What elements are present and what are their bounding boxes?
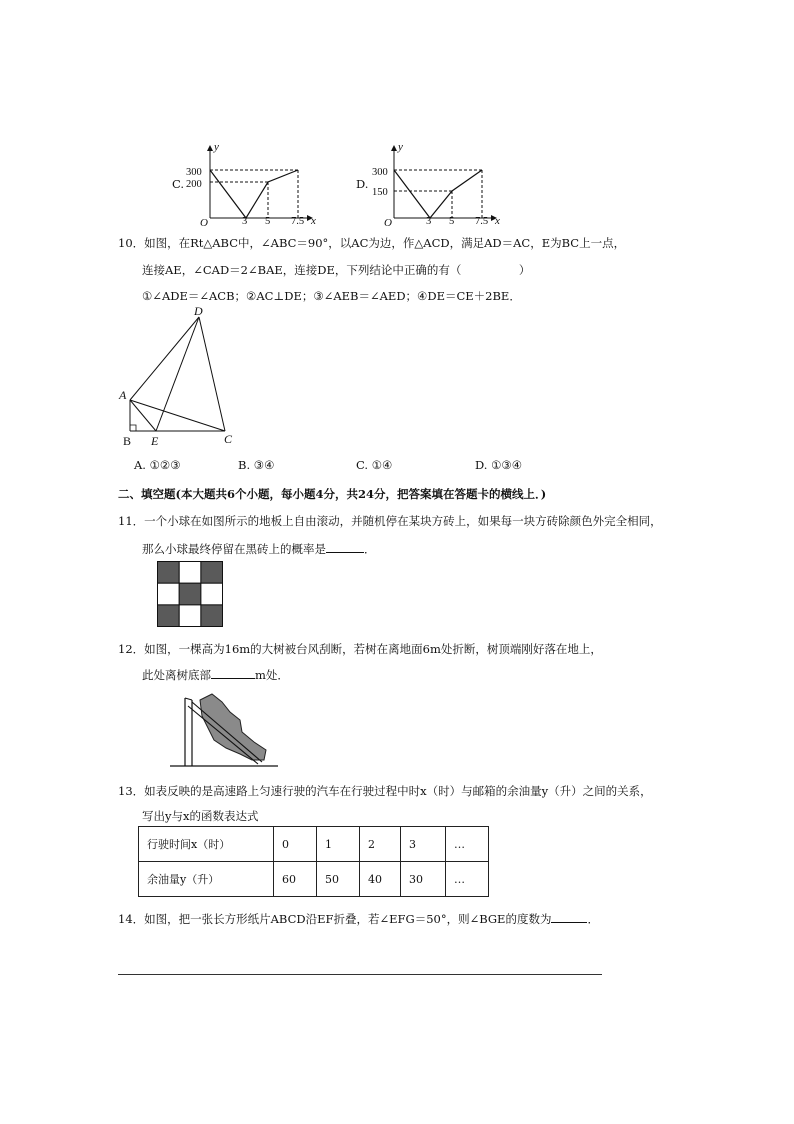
x-tick-3: 3	[242, 216, 248, 227]
table-cell: 2	[360, 827, 401, 862]
table-cell: 30	[401, 862, 446, 897]
option-c-label: C.	[172, 177, 185, 191]
option-d-label: D.	[356, 177, 369, 191]
x-axis-label: x	[495, 215, 500, 227]
table-cell: 0	[274, 827, 317, 862]
footer-divider	[118, 974, 602, 975]
q12-broken-tree-figure	[170, 690, 280, 768]
x-tick-7-5: 7.5	[475, 216, 489, 227]
table-cell: …	[446, 862, 489, 897]
q12-answer-blank	[211, 666, 255, 679]
q10-line3: ①∠ADE＝∠ACB；②AC⊥DE；③∠AEB＝∠AED；④DE＝CE＋2BE．	[142, 289, 521, 303]
q13-line2: 写出y与x的函数表达式	[142, 809, 259, 823]
y-tick-150: 150	[372, 187, 388, 198]
table-row	[139, 827, 489, 862]
q11-tile-grid	[157, 561, 223, 627]
table-cell: 40	[360, 862, 401, 897]
table-cell: 50	[317, 862, 360, 897]
q10-choice-a: A. ①②③	[134, 458, 181, 472]
x-tick-7-5: 7.5	[291, 216, 305, 227]
origin-label: O	[200, 217, 208, 228]
point-e-label: E	[151, 434, 159, 448]
q10-triangle-figure	[112, 305, 252, 450]
origin-label: O	[384, 217, 392, 228]
q11-answer-blank	[326, 540, 364, 553]
q11-line2: 那么小球最终停留在黑砖上的概率是 ．	[142, 542, 376, 556]
x-axis-label: x	[311, 215, 316, 227]
q10-choice-c: C. ①④	[356, 458, 393, 472]
point-d-label: D	[194, 305, 203, 318]
table-cell: 3	[401, 827, 446, 862]
q14-text: 14．如图，把一张长方形纸片ABCD沿EF折叠，若∠EFG＝50°，则∠BGE的度数为 ．	[118, 912, 599, 926]
point-a-label: A	[119, 388, 127, 402]
table-cell: …	[446, 827, 489, 862]
x-tick-5: 5	[265, 216, 271, 227]
graph-option-d	[364, 138, 504, 228]
q13-line1: 13．如表反映的是高速路上匀速行驶的汽车在行驶过程中时x（时）与邮箱的余油量y（升）之间的关系，	[118, 784, 652, 798]
y-tick-300: 300	[186, 167, 202, 178]
y-tick-300: 300	[372, 167, 388, 178]
y-tick-200: 200	[186, 179, 202, 190]
table-cell: 60	[274, 862, 317, 897]
x-tick-3: 3	[426, 216, 432, 227]
y-axis-label: y	[398, 141, 403, 153]
table-cell: 1	[317, 827, 360, 862]
q14-answer-blank	[551, 910, 587, 923]
table-row	[139, 862, 489, 897]
q12-line1: 12．如图，一棵高为16m的大树被台风刮断，若树在离地面6m处折断，树顶端刚好落在地上，	[118, 642, 602, 656]
x-tick-5: 5	[449, 216, 455, 227]
point-b-label: B	[123, 434, 132, 448]
q13-data-table	[138, 826, 489, 897]
q11-line1: 11．一个小球在如图所示的地板上自由滚动，并随机停在某块方砖上，如果每一块方砖除颜色外完全相同，	[118, 514, 662, 528]
point-c-label: C	[224, 432, 233, 446]
q10-choice-b: B. ③④	[238, 458, 275, 472]
graph-option-c	[180, 138, 320, 228]
q10-line2: 连接AE，∠CAD＝2∠BAE，连接DE，下列结论中正确的有（ ）	[142, 263, 531, 277]
q12-line2: 此处离树底部 m处．	[142, 668, 289, 682]
q10-line1: 10．如图，在Rt△ABC中，∠ABC＝90°，以AC为边，作△ACD，满足AD＝AC，E为BC上一点，	[118, 236, 626, 250]
section-2-heading: 二、填空题(本大题共6个小题，每小题4分，共24分，把答案填在答题卡的横线上．)	[118, 487, 547, 501]
table-cell: 余油量y（升）	[139, 862, 274, 897]
table-cell: 行驶时间x（时）	[139, 827, 274, 862]
q10-choice-d: D. ①③④	[475, 458, 523, 472]
y-axis-label: y	[214, 141, 219, 153]
